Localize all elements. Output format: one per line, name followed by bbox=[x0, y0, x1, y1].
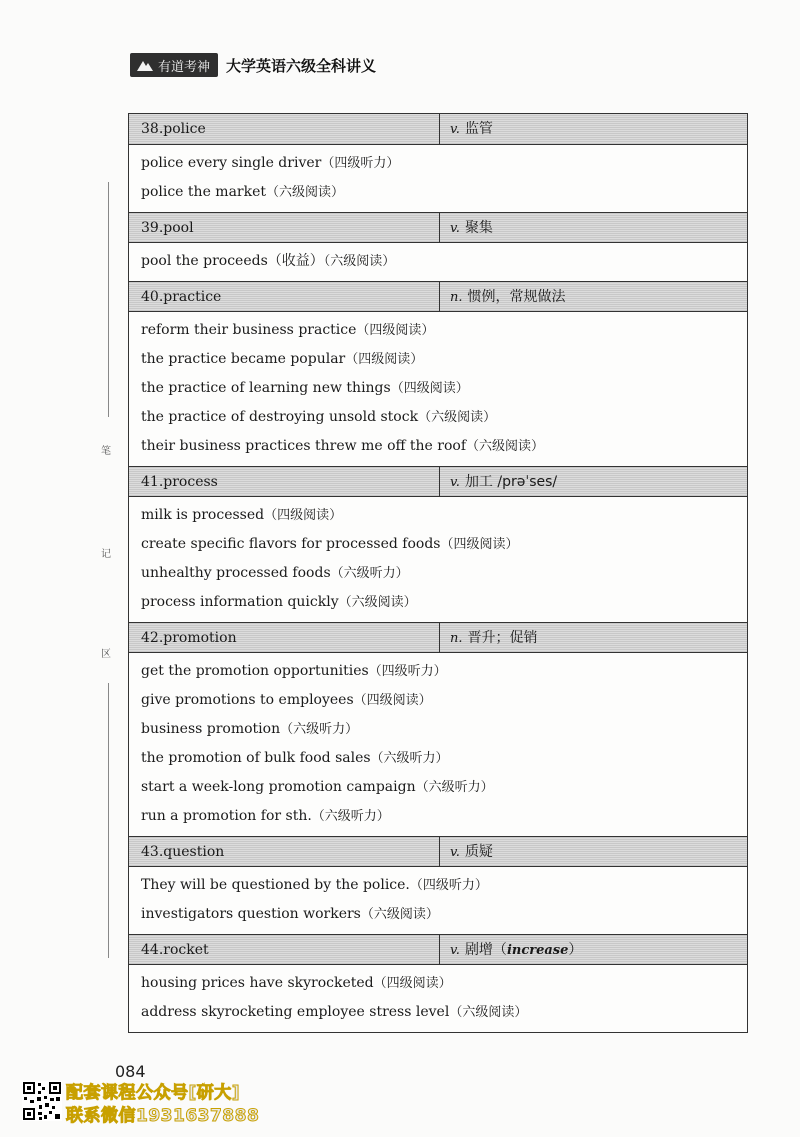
example-source: （六级阅读） bbox=[323, 254, 396, 269]
entry-meaning bbox=[440, 467, 747, 496]
example-source: （四级听力） bbox=[409, 878, 488, 893]
entry-word: 43.question bbox=[129, 837, 440, 866]
example-source: （四级阅读） bbox=[356, 323, 435, 338]
entry-word: 44.rocket bbox=[129, 935, 440, 964]
example-line bbox=[141, 403, 747, 432]
entry-header-row bbox=[129, 281, 747, 312]
part-of-speech: v. bbox=[450, 845, 460, 860]
entry-word: 40.practice bbox=[129, 282, 440, 311]
example-line bbox=[141, 316, 747, 345]
example-source: （六级听力） bbox=[311, 809, 390, 824]
entry-examples bbox=[129, 145, 747, 212]
vocabulary-table bbox=[128, 113, 748, 1033]
example-line bbox=[141, 588, 747, 617]
example-source: （四级听力） bbox=[321, 156, 400, 171]
example-text: start a week-long promotion campaign bbox=[141, 779, 416, 795]
example-text: process information quickly bbox=[141, 594, 339, 610]
part-of-speech: n. bbox=[450, 290, 463, 305]
part-of-speech: n. bbox=[450, 631, 463, 646]
example-line bbox=[141, 247, 747, 276]
page-header bbox=[130, 52, 376, 78]
example-line bbox=[141, 998, 747, 1027]
entry-meaning bbox=[440, 935, 747, 964]
page-number: 084 bbox=[115, 1062, 146, 1081]
example-source: （四级阅读） bbox=[353, 693, 432, 708]
example-text: address skyrocketing employee stress level bbox=[141, 1004, 450, 1020]
entry-meaning bbox=[440, 213, 747, 242]
entry-examples bbox=[129, 653, 747, 836]
example-line bbox=[141, 501, 747, 530]
example-text: the promotion of bulk food sales bbox=[141, 750, 371, 766]
meaning-text: 剧增（ bbox=[464, 942, 507, 958]
example-text: their business practices threw me off the roof bbox=[141, 438, 467, 454]
entry-examples bbox=[129, 867, 747, 934]
entry-word: 38.police bbox=[129, 114, 440, 144]
example-text: the practice of learning new things bbox=[141, 380, 391, 396]
example-text: get the promotion opportunities bbox=[141, 663, 369, 679]
entry-examples bbox=[129, 497, 747, 622]
side-margin-rule bbox=[108, 683, 109, 958]
meaning-text: 监管 bbox=[464, 121, 493, 137]
entry-header-row bbox=[129, 934, 747, 965]
example-line bbox=[141, 715, 747, 744]
brand-badge bbox=[130, 53, 218, 77]
entry-meaning bbox=[440, 114, 747, 144]
entry-meaning bbox=[440, 623, 747, 652]
entry-meaning bbox=[440, 837, 747, 866]
entry-examples bbox=[129, 312, 747, 466]
entry-examples bbox=[129, 243, 747, 281]
entry-word: 42.promotion bbox=[129, 623, 440, 652]
example-line bbox=[141, 530, 747, 559]
example-text: investigators question workers bbox=[141, 906, 361, 922]
example-text: police every single driver bbox=[141, 155, 322, 171]
example-line bbox=[141, 900, 747, 929]
example-text: They will be questioned by the police. bbox=[141, 877, 410, 893]
example-source: （六级听力） bbox=[280, 722, 359, 737]
side-note-label: 笔 bbox=[101, 446, 111, 457]
example-source: （六级阅读） bbox=[338, 595, 417, 610]
promo-line: 配套课程公众号[研大] bbox=[66, 1083, 241, 1103]
example-line bbox=[141, 374, 747, 403]
meaning-text: 加工 /prəˈses/ bbox=[464, 474, 558, 490]
example-source: （四级阅读） bbox=[264, 508, 343, 523]
part-of-speech: v. bbox=[450, 943, 460, 958]
entry-word: 39.pool bbox=[129, 213, 440, 242]
part-of-speech: v. bbox=[450, 221, 460, 236]
example-source: （六级阅读） bbox=[449, 1005, 528, 1020]
example-source: （六级听力） bbox=[370, 751, 449, 766]
example-text: pool the proceeds（收益） bbox=[141, 253, 324, 269]
meaning-text: 惯例，常规做法 bbox=[467, 289, 566, 305]
example-source: （六级阅读） bbox=[266, 185, 345, 200]
entry-header-row bbox=[129, 836, 747, 867]
example-text: the practice became popular bbox=[141, 351, 346, 367]
side-margin-rule bbox=[108, 182, 109, 417]
part-of-speech: v. bbox=[450, 122, 460, 137]
example-text: reform their business practice bbox=[141, 322, 357, 338]
entry-header-row bbox=[129, 212, 747, 243]
example-line bbox=[141, 744, 747, 773]
example-text: housing prices have skyrocketed bbox=[141, 975, 374, 991]
part-of-speech: v. bbox=[450, 475, 460, 490]
entry-header-row bbox=[129, 622, 747, 653]
example-source: （四级阅读） bbox=[440, 537, 519, 552]
example-line bbox=[141, 149, 747, 178]
example-text: unhealthy processed foods bbox=[141, 565, 331, 581]
entry-meaning bbox=[440, 282, 747, 311]
example-text: create specific flavors for processed foods bbox=[141, 536, 441, 552]
example-line bbox=[141, 657, 747, 686]
side-note-label: 区 bbox=[101, 649, 111, 660]
course-title: 大学英语六级全科讲义 bbox=[226, 56, 377, 75]
example-line bbox=[141, 345, 747, 374]
example-source: （六级听力） bbox=[330, 566, 409, 581]
promo-line: 联系微信1931637888 bbox=[66, 1106, 260, 1126]
example-source: （六级阅读） bbox=[360, 907, 439, 922]
example-text: milk is processed bbox=[141, 507, 265, 523]
example-line bbox=[141, 773, 747, 802]
example-text: the practice of destroying unsold stock bbox=[141, 409, 419, 425]
brand-name: 有道考神 bbox=[158, 59, 211, 75]
example-source: （四级阅读） bbox=[345, 352, 424, 367]
entry-word: 41.process bbox=[129, 467, 440, 496]
meaning-text: 聚集 bbox=[464, 220, 493, 236]
example-line bbox=[141, 178, 747, 207]
example-text: give promotions to employees bbox=[141, 692, 354, 708]
meaning-text: 质疑 bbox=[464, 844, 493, 860]
side-note-label: 记 bbox=[101, 549, 111, 560]
example-line bbox=[141, 686, 747, 715]
example-source: （六级听力） bbox=[415, 780, 494, 795]
example-source: （四级阅读） bbox=[373, 976, 452, 991]
entry-header-row bbox=[129, 114, 747, 145]
meaning-note: increase bbox=[506, 943, 569, 958]
meaning-suffix: ） bbox=[568, 942, 583, 958]
example-source: （四级阅读） bbox=[390, 381, 469, 396]
example-text: police the market bbox=[141, 184, 267, 200]
example-source: （六级阅读） bbox=[466, 439, 545, 454]
example-line bbox=[141, 432, 747, 461]
example-line bbox=[141, 969, 747, 998]
mountain-logo-icon bbox=[136, 58, 154, 72]
qr-code-icon bbox=[22, 1081, 62, 1121]
entry-examples bbox=[129, 965, 747, 1032]
example-line bbox=[141, 802, 747, 831]
example-text: run a promotion for sth. bbox=[141, 808, 312, 824]
example-source: （六级阅读） bbox=[418, 410, 497, 425]
example-line bbox=[141, 559, 747, 588]
example-line bbox=[141, 871, 747, 900]
meaning-text: 晋升；促销 bbox=[467, 630, 538, 646]
example-source: （四级听力） bbox=[368, 664, 447, 679]
entry-header-row bbox=[129, 466, 747, 497]
example-text: business promotion bbox=[141, 721, 281, 737]
